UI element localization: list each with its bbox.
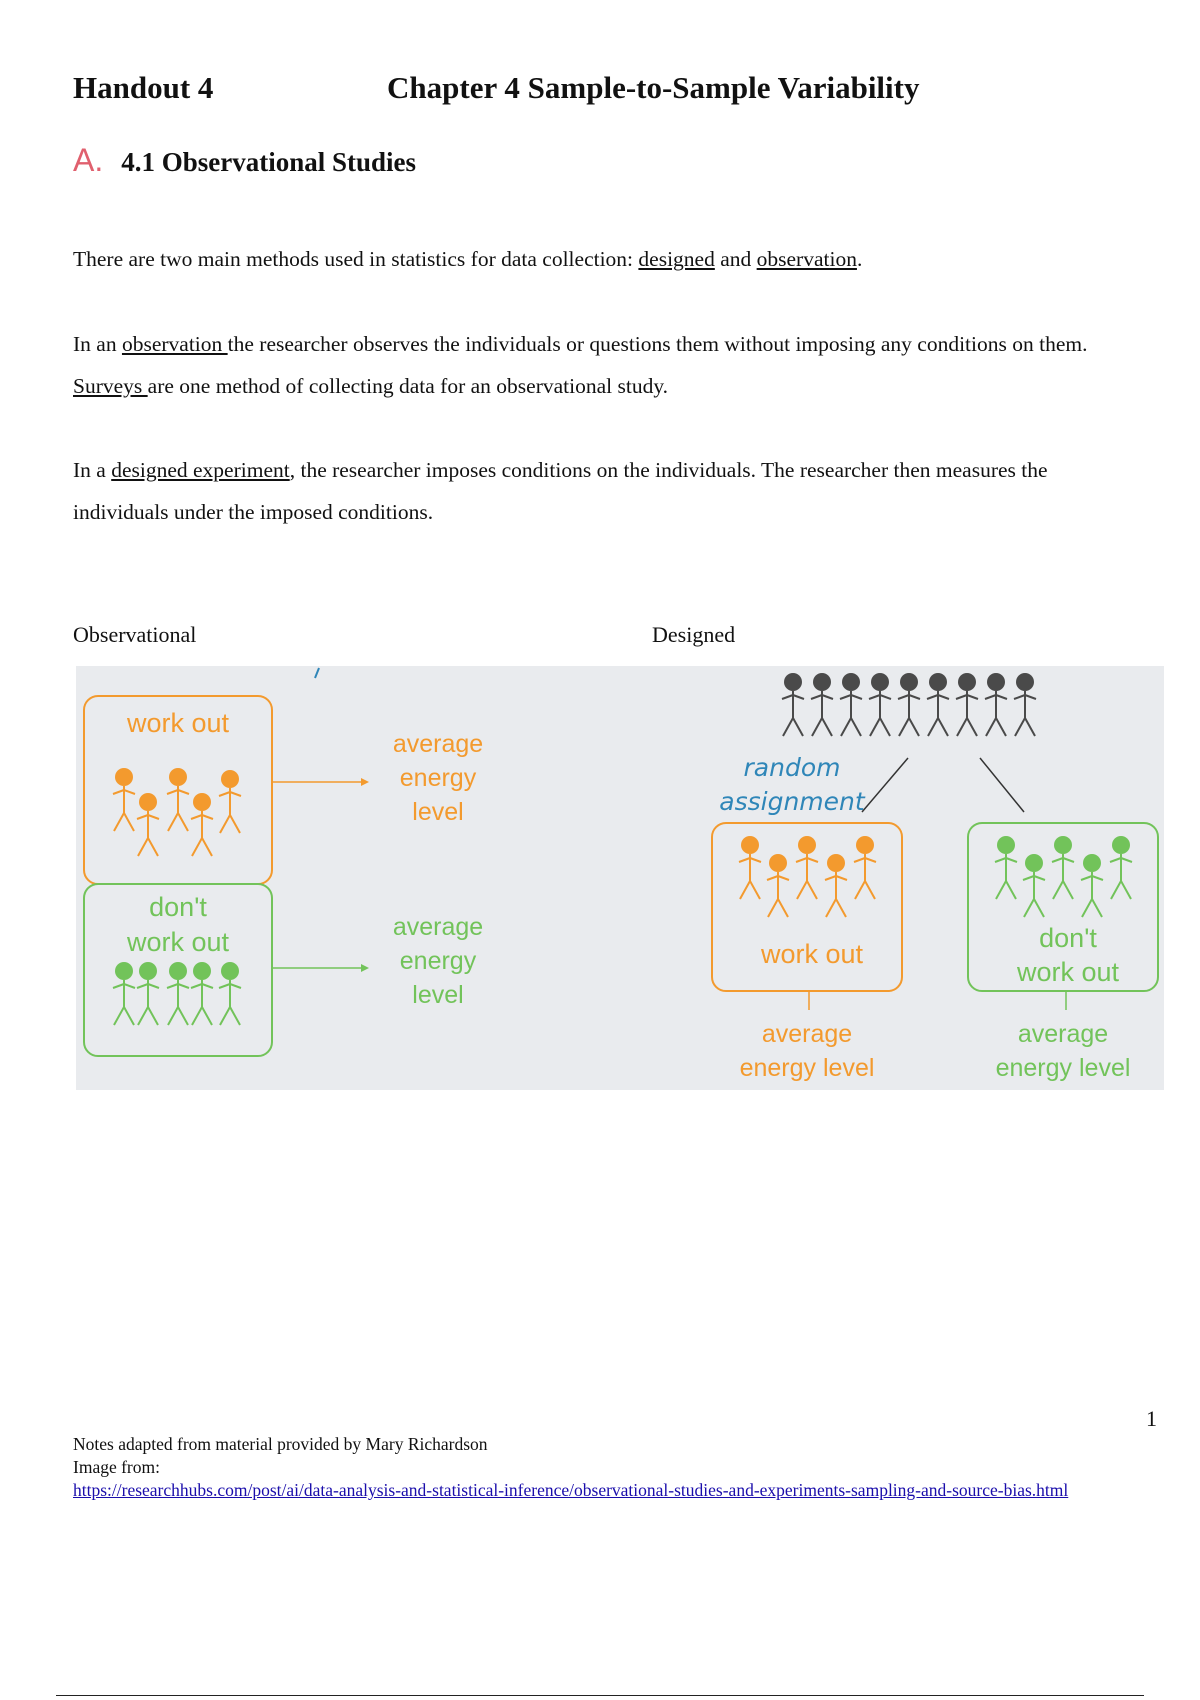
paragraph-designed: In a designed experiment, the researcher imposes conditions on the individuals. The researcher then measures the individuals under the imposed conditions. <box>73 458 1048 524</box>
term-observation: observation <box>756 247 857 271</box>
label-work-out-obs-2: work out <box>126 927 230 957</box>
section-heading <box>73 142 416 179</box>
page-number: 1 <box>1146 1406 1157 1431</box>
caption-designed: Designed <box>652 622 736 647</box>
chapter-title: Chapter 4 Sample-to-Sample Variability <box>387 70 920 105</box>
footer-rule <box>56 1695 1144 1696</box>
svg-text:level: level <box>412 798 464 826</box>
footnotes <box>73 1433 1163 1502</box>
study-design-figure <box>76 666 1164 1090</box>
label-work-out-des: work out <box>760 939 864 969</box>
section-letter: A. <box>73 142 104 178</box>
notes-credit: Notes adapted from material provided by Mary Richardson <box>73 1434 488 1454</box>
des-outcome-2-b: energy level <box>995 1054 1131 1082</box>
des-outcome-1-b: energy level <box>739 1054 875 1082</box>
label-assignment: assignment <box>719 787 865 816</box>
label-random: random <box>743 753 841 782</box>
label-work-out-des-2: work out <box>1016 957 1120 987</box>
label-work-out-obs: work out <box>126 708 230 738</box>
term-observation-2: observation <box>121 332 228 356</box>
des-outcome-1-a: average <box>761 1020 853 1048</box>
term-designed: designed <box>638 247 715 271</box>
label-dont-obs: don't <box>149 892 207 922</box>
svg-text:energy: energy <box>399 764 477 792</box>
image-source-link[interactable]: https://researchhubs.com/post/ai/data-analysis-and-statistical-inference/observational-studies-and-experiments-sampling-and-source-bias.html <box>73 1480 1069 1500</box>
svg-text:average: average <box>392 913 484 941</box>
svg-text:energy: energy <box>399 947 477 975</box>
figure-background <box>76 666 1164 1090</box>
svg-text:average: average <box>392 730 484 758</box>
notes-image-from: Image from: <box>73 1457 160 1477</box>
section-title: 4.1 Observational Studies <box>121 147 417 177</box>
des-outcome-2-a: average <box>1017 1020 1109 1048</box>
term-surveys: Surveys <box>73 374 148 398</box>
term-designed-experiment: designed experiment <box>111 458 290 482</box>
label-dont-des: don't <box>1039 923 1097 953</box>
caption-observational: Observational <box>73 622 197 647</box>
handout-label: Handout 4 <box>73 70 214 105</box>
svg-text:level: level <box>412 981 464 1009</box>
paragraph-observation: In an observation the researcher observes the individuals or questions them without imposing any conditions on them. Surveys are one method of collecting data for an observational study. <box>73 332 1088 398</box>
paragraph-methods: There are two main methods used in statistics for data collection: designed and observation. <box>73 247 863 271</box>
